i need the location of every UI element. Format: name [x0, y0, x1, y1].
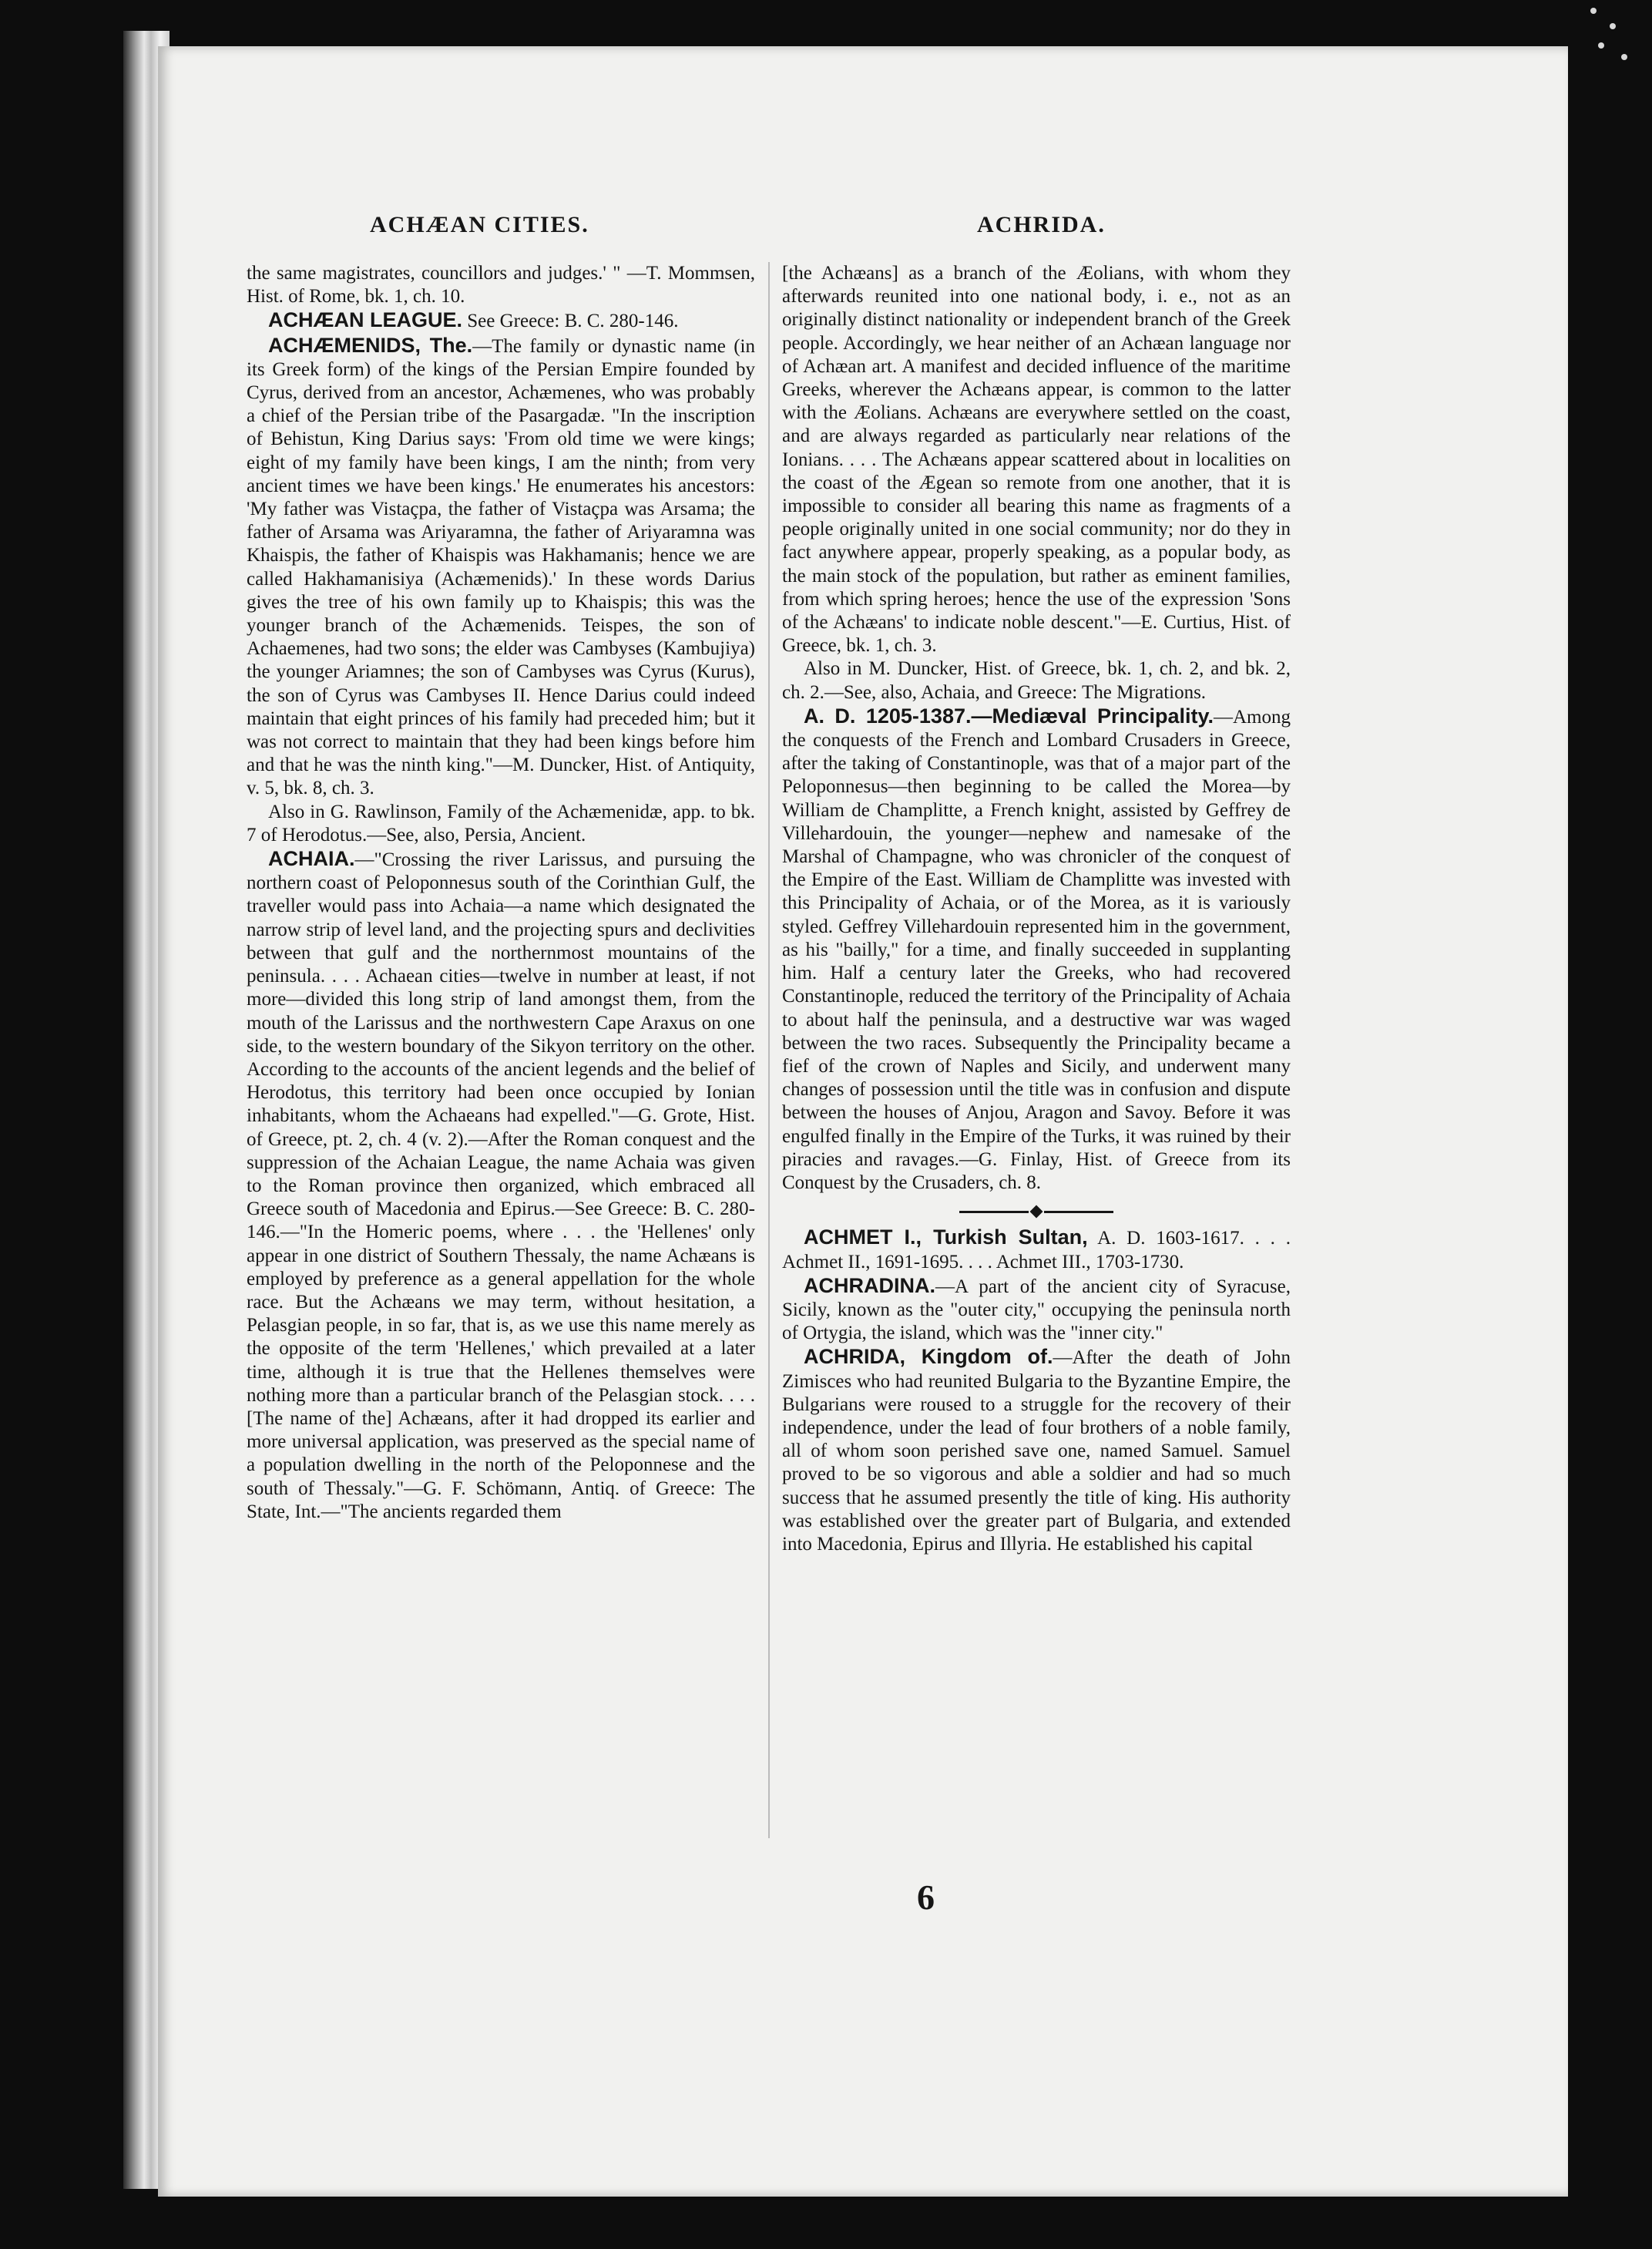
left-column	[247, 262, 755, 1524]
entry-paragraph	[247, 847, 755, 1524]
entry-paragraph	[782, 704, 1291, 1195]
entry-body: —"Crossing the river Larissus, and pursuing the northern coast of Peloponnesus south of the Corinthian Gulf, the traveller would pass into Achaia—a name which designated the narrow strip of level land, and the projecting spurs and declivities between that gulf and the northernmost mountains of the peninsula. . . . Achaean cities—twelve in number at least, if not more—divided this long strip of land amongst them, from the mouth of the Larissus and the northwestern Cape Araxus on one side, to the western boundary of the Sikyon territory on the other. According to the accounts of the ancient legends and the belief of Herodotus, this territory had been once occupied by Ionian inhabitants, whom the Achaeans had expelled."—G. Grote, Hist. of Greece, pt. 2, ch. 4 (v. 2).—After the Roman conquest and the suppression of the Achaian League, the name Achaia was given to the Roman province then organized, which embraced all Greece south of Macedonia and Epirus.—See Greece: B. C. 280-146.—"In the Homeric poems, where . . . the 'Hellenes' only appear in one district of Southern Thessaly, the name Achæans is employed by preference as a general appellation for the whole race. But the Achæans we may term, without hesitation, a Pelasgian people, in so far, that is, as we use this name merely as the opposite of the term 'Hellenes,' which prevailed at a later time, although it is true that the Hellenes themselves were nothing more than a particular branch of the Pelasgian stock. . . . [The name of the] Achæans, after it had dropped its earlier and more universal application, was preserved as the special name of a population dwelling in the north of the Peloponnese and the south of Thessaly."—G. F. Schömann, Antiq. of Greece: The State, Int.—"The ancients regarded them	[247, 849, 755, 1522]
entry-body: —Among the conquests of the French and Lombard Crusaders in Greece, after the taking of Constantinople, was that of a major part of the Peloponnesus—then beginning to be called the Morea—by William de Champlitte, a French knight, assisted by Geffrey de Villehardouin, the younger—nephew and namesake of the Marshal of Champagne, who was chronicler of the conquest of the Empire of the East. William de Champlitte was invested with this Principality of Achaia, or of the Morea, as it is variously styled. Geffrey Villehardouin represented him in the government, as his "bailly," for a time, and finally succeeded in supplanting him. Half a century later the Greeks, who had recovered Constantinople, reduced the territory of the Principality of Achaia to about half the peninsula, and a destructive war was waged between the two races. Subsequently the Principality became a fief of the crown of Naples and Sicily, and underwent many changes of possession until the title was in confusion and dispute between the houses of Anjou, Aragon and Savoy. Before it was engulfed finally in the Empire of the Turks, it was ruined by their piracies and ravages.—G. Finlay, Hist. of Greece from its Conquest by the Crusaders, ch. 8.	[782, 706, 1291, 1193]
continued-paragraph: [the Achæans] as a branch of the Æolians, with whom they afterwards reunited into one national body, i. e., not as an originally distinct nationality or independent branch of the Greek people. Accordingly, we hear neither of an Achæan language nor of Achæan art. A manifest and decided influence of the maritime Greeks, wherever the Achæans appear, is common to the latter with the Æolians. Achæans are everywhere settled on the coast, and are always regarded as particularly near relations of the Ionians. . . . The Achæans appear scattered about in localities on the coast of the Ægean so remote from one another, that it is impossible to consider all bearing this name as fragments of a people originally united in one social community; nor do they in fact anywhere appear, properly speaking, as a popular body, as the main stock of the population, but rather as eminent families, from which spring heroes; hence the use of the expression 'Sons of the Achæans' to indicate noble descent."—E. Curtius, Hist. of Greece, bk. 1, ch. 3.	[782, 263, 1291, 657]
entry-paragraph	[247, 308, 755, 333]
section-divider	[782, 1205, 1291, 1216]
entry-paragraph	[782, 1345, 1291, 1556]
entry-body: —A part of the ancient city of Syracuse, Sicily, known as the "outer city," occupying the peninsula north of Ortygia, the island, which was the "inner city."	[782, 1276, 1291, 1344]
entry-title: ACHAIA.	[268, 847, 355, 871]
see-also-paragraph: Also in G. Rawlinson, Family of the Achæmenidæ, app. to bk. 7 of Herodotus.—See, also, Persia, Ancient.	[247, 801, 755, 845]
entry-paragraph	[247, 334, 755, 801]
entry-title: ACHRIDA, Kingdom of.	[804, 1345, 1053, 1369]
running-header-left: ACHÆAN CITIES.	[370, 212, 589, 237]
entry-paragraph	[782, 1274, 1291, 1346]
entry-body: A. D. 1603-1617. . . . Achmet II., 1691-1695. . . . Achmet III., 1703-1730.	[782, 1228, 1291, 1272]
entry-title: ACHÆAN LEAGUE.	[268, 308, 463, 332]
page-number: 6	[917, 1878, 935, 1917]
entry-body: See Greece: B. C. 280-146.	[462, 311, 679, 332]
entry-title: ACHRADINA.	[804, 1273, 935, 1297]
column-rule	[768, 262, 770, 1838]
right-column	[782, 262, 1291, 1556]
see-also-paragraph: Also in M. Duncker, Hist. of Greece, bk. 1, ch. 2, and bk. 2, ch. 2.—See, also, Achaia, and Greece: The Migrations.	[782, 658, 1291, 703]
entry-body: —The family or dynastic name (in its Greek form) of the kings of the Persian Empire founded by Cyrus, derived from an ancestor, Achæmenes, who was probably a chief of the Persian tribe of the Pasargadæ. "In the inscription of Behistun, King Darius says: 'From old time we were kings; eight of my family have been kings, I am the ninth; from very ancient times we have been kings.' He enumerates his ancestors: 'My father was Vistaçpa, the father of Vistaçpa was Arsama; the father of Arsama was Ariyaramna, the father of Ariyaramna was Khaispis, the father of Khaispis was Hakhamanis; hence we are called Hakhamanisiya (Achæmenids).' In these words Darius gives the tree of his own family up to Khaispis; this was the younger branch of the Achæmenids. Teispes, the son of Achaemenes, had two sons; the elder was Cambyses (Kambujiya) the younger Ariamnes; the son of Cambyses was Cyrus (Kurus), the son of Cyrus was Cambyses II. Hence Darius could indeed maintain that eight princes of his family had preceded him; but it was not correct to maintain that they had been kings before him and that he was the ninth king."—M. Duncker, Hist. of Antiquity, v. 5, bk. 8, ch. 3.	[247, 335, 755, 799]
entry-paragraph	[782, 1225, 1291, 1273]
page-edge-marks	[1567, 0, 1637, 92]
entry-title: ACHMET I., Turkish Sultan,	[804, 1225, 1088, 1249]
entry-title: ACHÆMENIDS, The.	[268, 333, 473, 357]
entry-body: —After the death of John Zimisces who had reunited Bulgaria to the Byzantine Empire, the Bulgarians were roused to a struggle for the recovery of their independence, under the lead of four brothers of a noble family, all of whom soon perished save one, named Samuel. Samuel proved to be so vigorous and able a soldier and had so much success that he assumed presently the title of king. His authority was established over the greater part of Bulgaria, and extended into Macedonia, Epirus and Illyria. He established his capital	[782, 1347, 1291, 1555]
running-header-right: ACHRIDA.	[977, 212, 1106, 237]
entry-title: A. D. 1205-1387.—Mediæval Principality.	[804, 704, 1214, 728]
continued-paragraph: the same magistrates, councillors and judges.' " —T. Mommsen, Hist. of Rome, bk. 1, ch. 10.	[247, 263, 755, 308]
